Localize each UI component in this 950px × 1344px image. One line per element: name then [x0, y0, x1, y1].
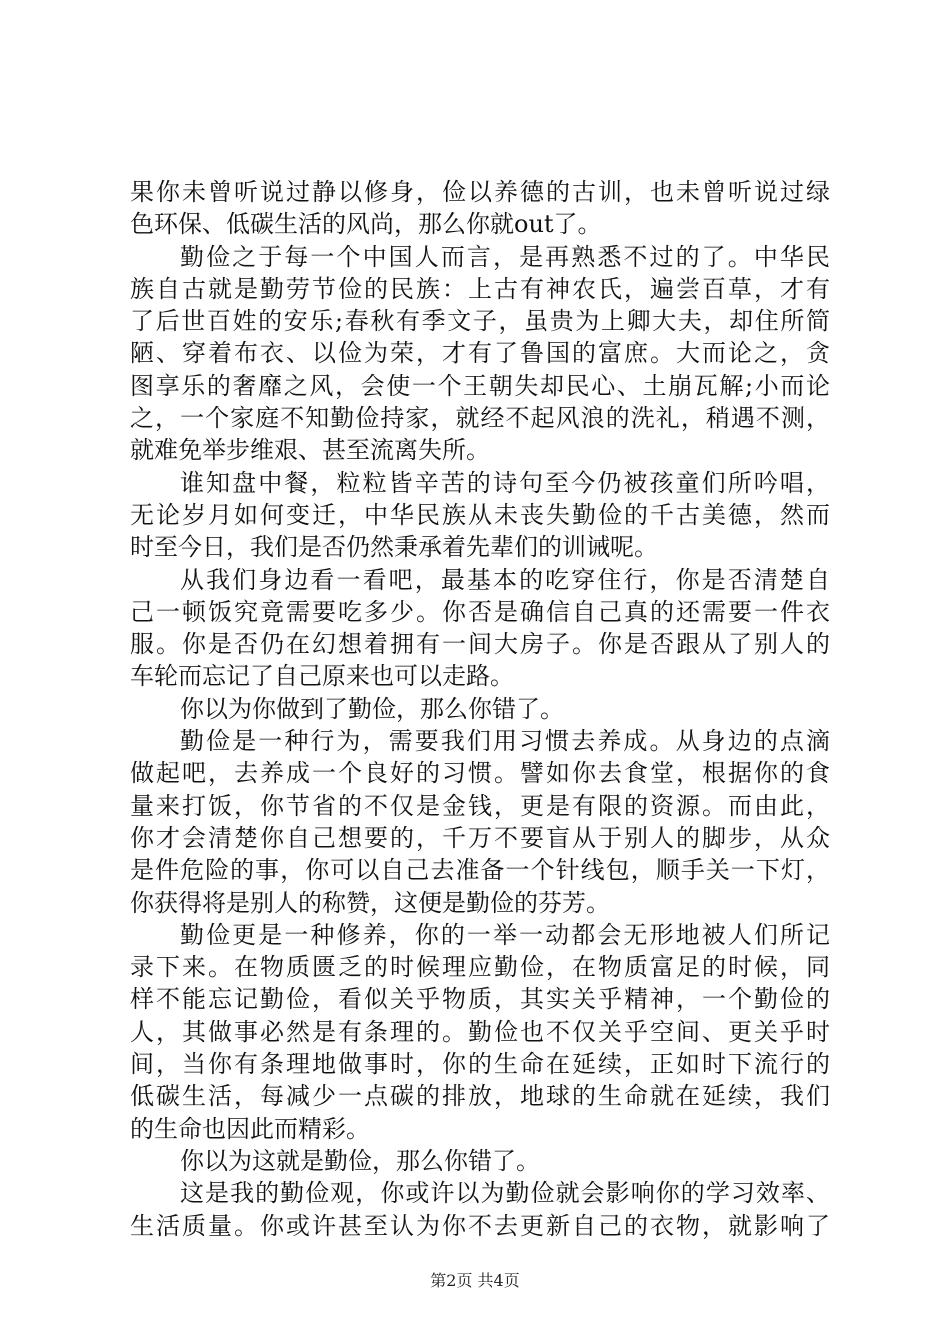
text-line: 色环保、低碳生活的风尚，那么你就out了。	[130, 210, 602, 239]
text-line: 图享乐的奢靡之风，会使一个王朝失却民心、土崩瓦解;小而论	[130, 371, 830, 400]
text-line: 己一顿饭究竟需要吃多少。你否是确信自己真的还需要一件衣	[130, 597, 830, 626]
text-line: 族自古就是勤劳节俭的民族：上古有神农氏，遍尝百草，才有	[130, 274, 830, 303]
text-line: 从我们身边看一看吧，最基本的吃穿住行，你是否清楚自	[180, 565, 830, 594]
text-line: 之，一个家庭不知勤俭持家，就经不起风浪的洗礼，稍遇不测，	[130, 404, 830, 433]
text-line: 人，其做事必然是有条理的。勤俭也不仅关乎空间、更关乎时	[130, 1017, 830, 1046]
text-line: 你以为你做到了勤俭，那么你错了。	[180, 694, 564, 723]
text-line: 服。你是否仍在幻想着拥有一间大房子。你是否跟从了别人的	[130, 630, 830, 659]
text-line: 是件危险的事，你可以自己去准备一个针线包，顺手关一下灯，	[130, 856, 830, 885]
text-line: 勤俭是一种行为，需要我们用习惯去养成。从身边的点滴	[180, 727, 830, 756]
text-line: 生活质量。你或许甚至认为你不去更新自己的衣物，就影响了	[130, 1211, 830, 1240]
text-line: 谁知盘中餐，粒粒皆辛苦的诗句至今仍被孩童们所吟唱，	[180, 468, 830, 497]
text-line: 间，当你有条理地做事时，你的生命在延续，正如时下流行的	[130, 1050, 830, 1079]
text-line: 勤俭之于每一个中国人而言，是再熟悉不过的了。中华民	[180, 242, 830, 271]
body-text	[130, 176, 830, 1242]
page-footer: 第2页 共4页	[430, 1271, 520, 1290]
text-line: 时至今日，我们是否仍然秉承着先辈们的训诫呢。	[130, 533, 658, 562]
text-line: 这是我的勤俭观，你或许以为勤俭就会影响你的学习效率、	[180, 1179, 830, 1208]
text-line: 录下来。在物质匮乏的时候理应勤俭，在物质富足的时候，同	[130, 953, 830, 982]
text-line: 你获得将是别人的称赞，这便是勤俭的芬芳。	[130, 888, 610, 917]
text-line: 陋、穿着布衣、以俭为荣，才有了鲁国的富庶。大而论之，贪	[130, 339, 830, 368]
text-line: 无论岁月如何变迁，中华民族从未丧失勤俭的千古美德，然而	[130, 500, 830, 529]
text-line: 果你未曾听说过静以修身，俭以养德的古训，也未曾听说过绿	[130, 178, 830, 206]
text-line: 量来打饭，你节省的不仅是金钱，更是有限的资源。而由此，	[130, 791, 830, 820]
text-line: 你以为这就是勤俭，那么你错了。	[180, 1146, 540, 1175]
text-line: 你才会清楚你自己想要的，千万不要盲从于别人的脚步，从众	[130, 823, 830, 852]
text-line: 了后世百姓的安乐;春秋有季文子，虽贵为上卿大夫，却住所简	[130, 307, 830, 336]
text-line: 做起吧，去养成一个良好的习惯。譬如你去食堂，根据你的食	[130, 759, 830, 788]
text-line: 勤俭更是一种修养，你的一举一动都会无形地被人们所记	[180, 920, 830, 949]
text-line: 车轮而忘记了自己原来也可以走路。	[130, 662, 514, 691]
text-line: 就难免举步维艰、甚至流离失所。	[130, 436, 490, 465]
text-line: 低碳生活，每减少一点碳的排放，地球的生命就在延续，我们	[130, 1082, 830, 1111]
text-line: 的生命也因此而精彩。	[130, 1114, 370, 1143]
text-line: 样不能忘记勤俭，看似关乎物质，其实关乎精神，一个勤俭的	[130, 985, 830, 1014]
